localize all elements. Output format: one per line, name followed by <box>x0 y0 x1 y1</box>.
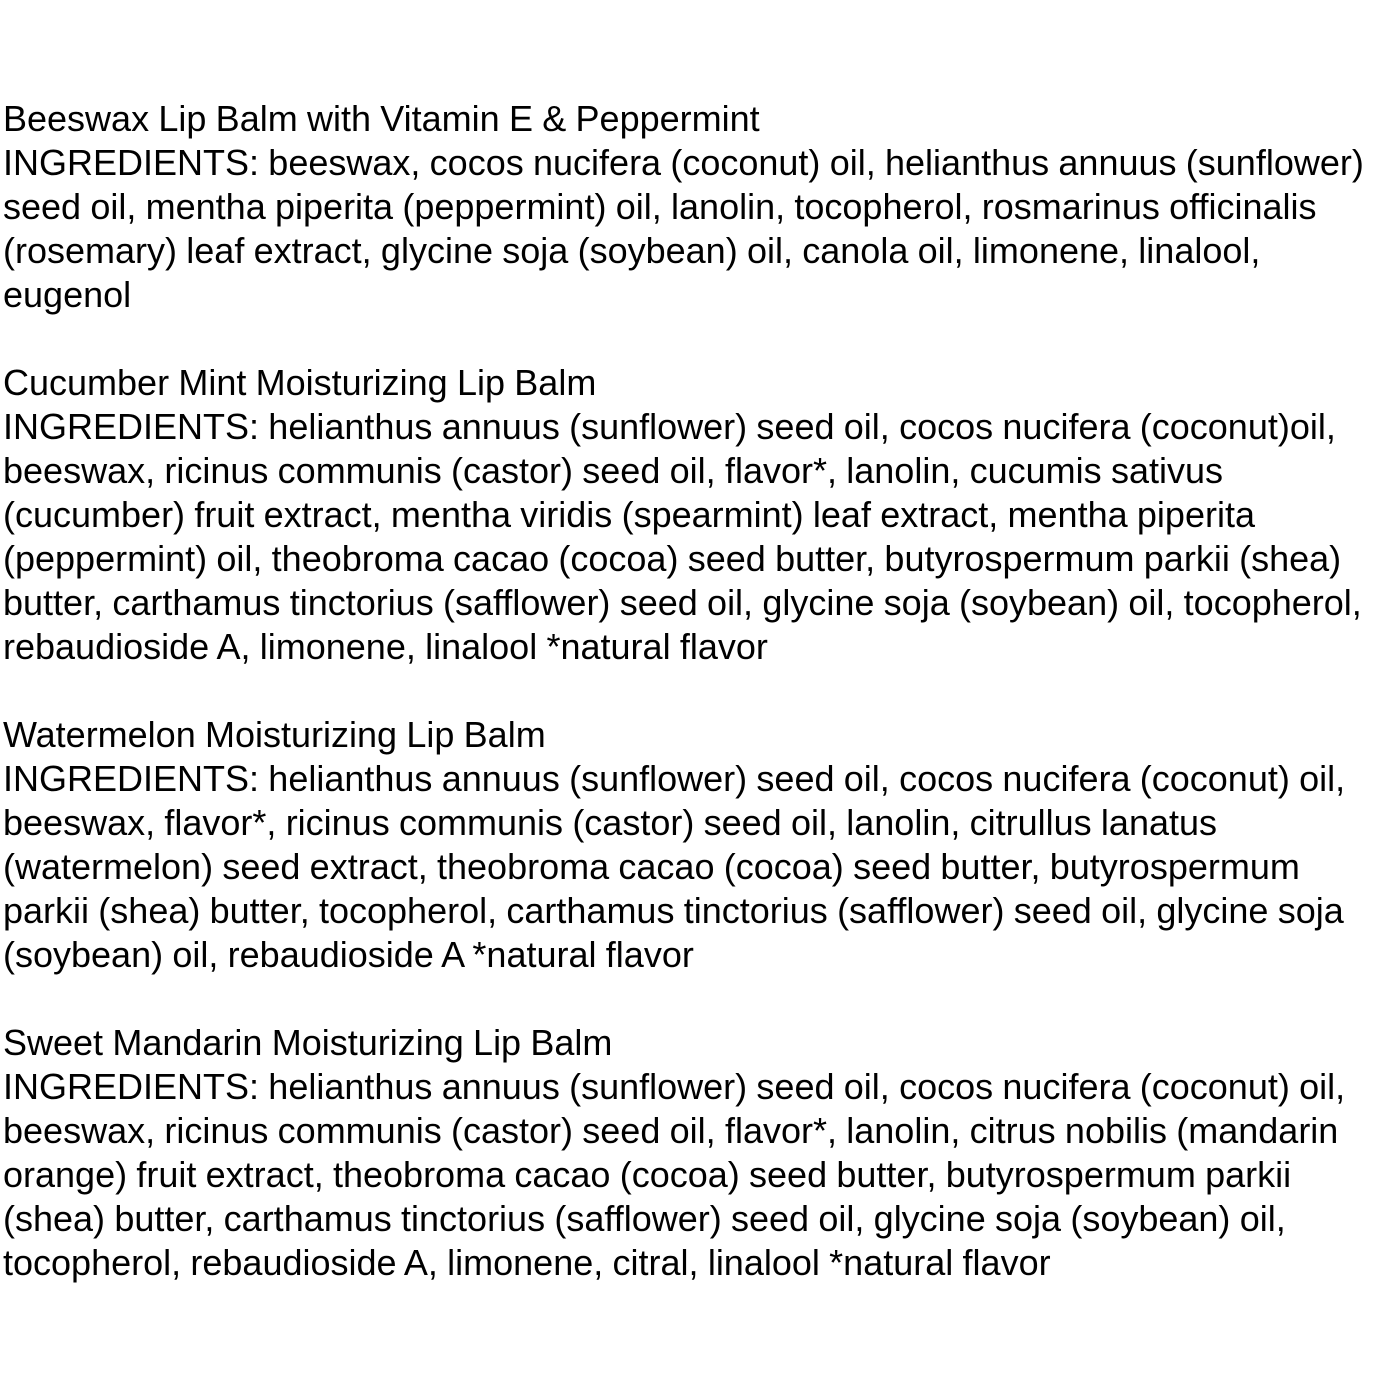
product-name: Beeswax Lip Balm with Vitamin E & Peppermint <box>3 98 760 139</box>
product-section-watermelon <box>3 713 1393 977</box>
product-name: Cucumber Mint Moisturizing Lip Balm <box>3 362 597 403</box>
product-section-sweet-mandarin <box>3 1021 1393 1285</box>
product-section-beeswax <box>3 97 1393 317</box>
product-ingredients: INGREDIENTS: helianthus annuus (sunflower) seed oil, cocos nucifera (coconut) oil, beeswax, ricinus communis (castor) seed oil, flavor*, lanolin, citrus nobilis (mandarin orange) fruit extract, theobroma cacao (cocoa) seed butter, butyrospermum parkii (shea) butter, carthamus tinctorius (safflower) seed oil, glycine soja (soybean) oil, tocopherol, rebaudioside A, limonene, citral, linalool *natural flavor <box>3 1066 1346 1283</box>
product-section-cucumber-mint <box>3 361 1393 669</box>
product-name: Sweet Mandarin Moisturizing Lip Balm <box>3 1022 613 1063</box>
product-name: Watermelon Moisturizing Lip Balm <box>3 714 546 755</box>
product-ingredients: INGREDIENTS: beeswax, cocos nucifera (coconut) oil, helianthus annuus (sunflower) seed oil, mentha piperita (peppermint) oil, lanolin, tocopherol, rosmarinus officinalis (rosemary) leaf extract, glycine soja (soybean) oil, canola oil, limonene, linalool, eugenol <box>3 142 1364 315</box>
product-ingredients: INGREDIENTS: helianthus annuus (sunflower) seed oil, cocos nucifera (coconut)oil, beeswax, ricinus communis (castor) seed oil, flavor*, lanolin, cucumis sativus (cucumber) fruit extract, mentha viridis (spearmint) leaf extract, mentha piperita (peppermint) oil, theobroma cacao (cocoa) seed butter, butyrospermum parkii (shea) butter, carthamus tinctorius (safflower) seed oil, glycine soja (soybean) oil, tocopherol, rebaudioside A, limonene, linalool *natural flavor <box>3 406 1362 667</box>
product-ingredients: INGREDIENTS: helianthus annuus (sunflower) seed oil, cocos nucifera (coconut) oil, beeswax, flavor*, ricinus communis (castor) seed oil, lanolin, citrullus lanatus (watermelon) seed extract, theobroma cacao (cocoa) seed butter, butyrospermum parkii (shea) butter, tocopherol, carthamus tinctorius (safflower) seed oil, glycine soja (soybean) oil, rebaudioside A *natural flavor <box>3 758 1346 975</box>
